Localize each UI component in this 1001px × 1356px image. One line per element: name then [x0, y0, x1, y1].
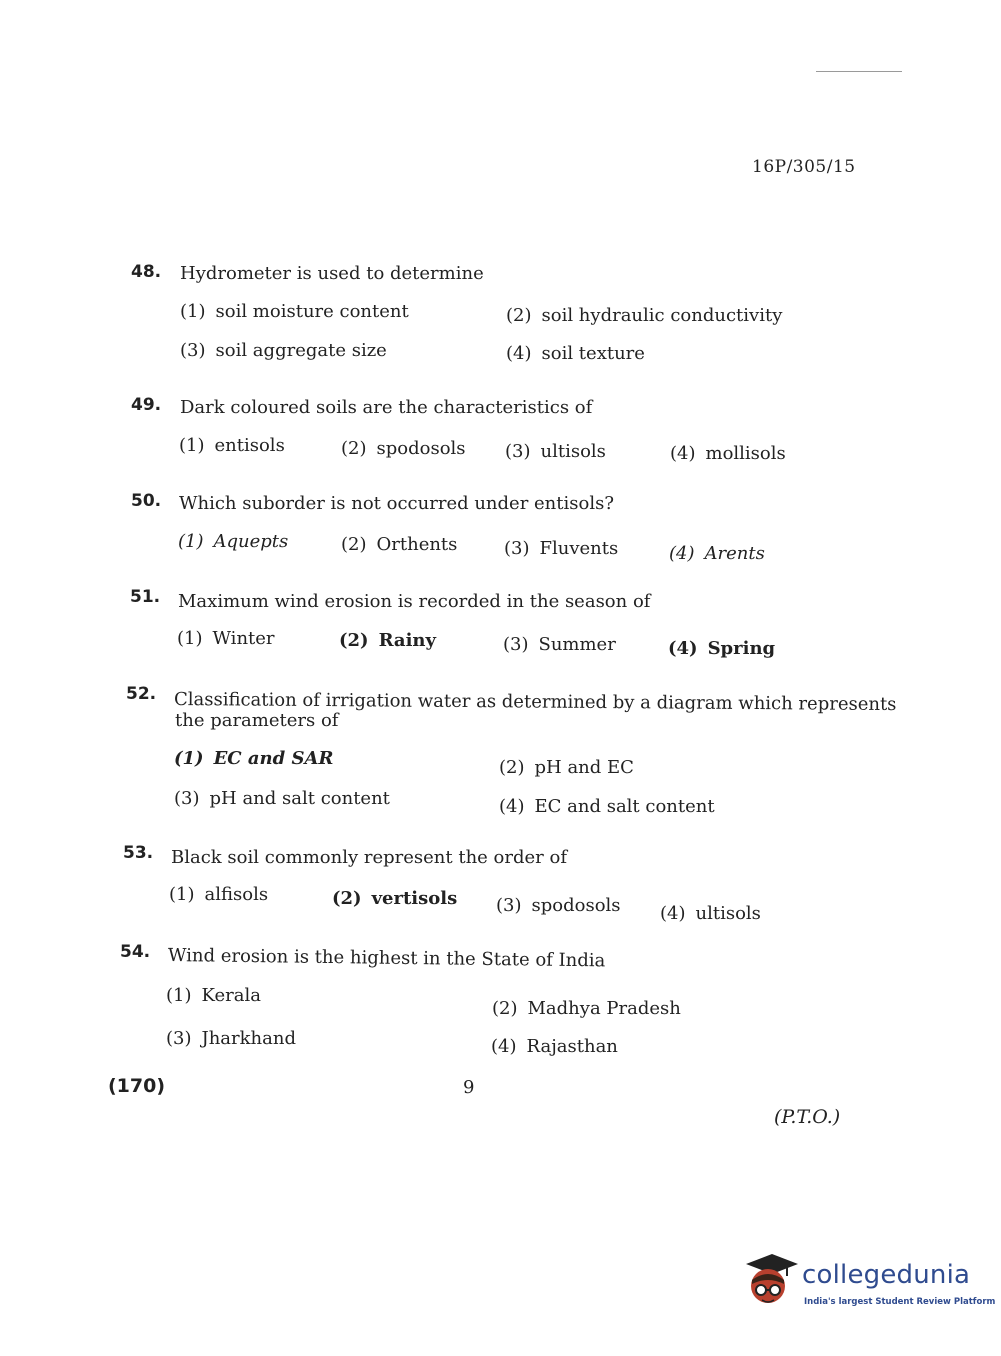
question-text: Which suborder is not occurred under entisols? — [179, 493, 614, 514]
option: (4) ultisols — [660, 903, 761, 924]
question-text: Dark coloured soils are the characteristics of — [180, 397, 593, 418]
question-text: Maximum wind erosion is recorded in the season of — [178, 591, 651, 612]
option: (2) Madhya Pradesh — [492, 998, 681, 1019]
option: (3) Summer — [503, 634, 616, 655]
question-text: Black soil commonly represent the order of — [171, 847, 567, 868]
option: (1) Winter — [177, 628, 275, 649]
page-number: 9 — [463, 1077, 475, 1098]
option: (3) Jharkhand — [166, 1028, 296, 1049]
option: (1) Aquepts — [178, 531, 289, 552]
question-number: 49. — [131, 395, 162, 415]
option: (1) EC and SAR — [174, 748, 334, 769]
question-number: 53. — [123, 843, 154, 863]
pto-label: (P.T.O.) — [774, 1106, 841, 1128]
option: (4) soil texture — [506, 343, 645, 364]
top-rule — [816, 71, 902, 72]
question-text: Wind erosion is the highest in the State of India — [167, 945, 606, 972]
option: (4) Rajasthan — [491, 1036, 618, 1057]
question-text: Hydrometer is used to determine — [180, 263, 484, 284]
option: (3) pH and salt content — [174, 788, 390, 809]
option: (4) Spring — [668, 638, 776, 659]
question-number: 54. — [120, 942, 151, 962]
option: (3) Fluvents — [504, 538, 619, 559]
option: (1) alfisols — [169, 884, 269, 905]
brand-name: collegedunia — [802, 1260, 971, 1290]
question-text: Classification of irrigation water as determined by a diagram which represents — [173, 689, 897, 716]
option: (1) entisols — [179, 435, 285, 456]
option: (2) vertisols — [332, 888, 458, 909]
paper-code: 16P/305/15 — [752, 157, 856, 177]
question-number: 50. — [131, 491, 162, 511]
option: (4) EC and salt content — [499, 796, 715, 817]
option: (1) soil moisture content — [180, 301, 409, 322]
brand-tagline: India's largest Student Review Platform — [804, 1297, 996, 1307]
option: (3) spodosols — [496, 895, 621, 916]
footer-code: (170) — [108, 1075, 166, 1097]
option: (4) Arents — [669, 543, 765, 564]
question-number: 51. — [130, 587, 161, 607]
question-number: 48. — [131, 262, 162, 282]
option: (2) Rainy — [339, 630, 436, 651]
option: (2) pH and EC — [499, 757, 634, 778]
option: (2) Orthents — [341, 534, 458, 555]
question-text-continued: the parameters of — [175, 710, 339, 731]
option: (3) soil aggregate size — [180, 340, 387, 361]
option: (2) spodosols — [341, 438, 466, 459]
option: (4) mollisols — [670, 443, 786, 464]
option: (2) soil hydraulic conductivity — [506, 305, 783, 326]
graduate-mascot-icon — [742, 1250, 798, 1308]
option: (3) ultisols — [505, 441, 606, 462]
question-number: 52. — [126, 684, 157, 704]
option: (1) Kerala — [166, 985, 261, 1006]
collegedunia-watermark — [742, 1250, 996, 1310]
